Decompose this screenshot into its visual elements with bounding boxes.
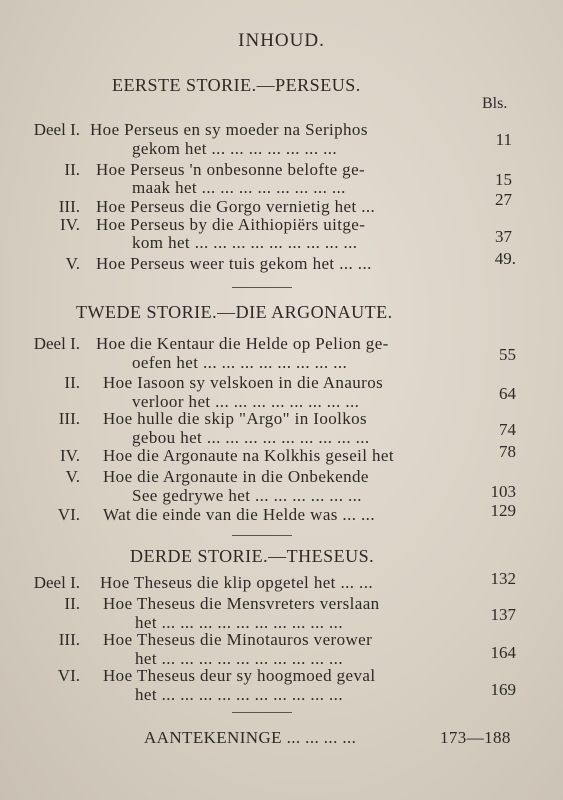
- toc-part: Deel I.: [33, 573, 80, 592]
- toc-part: II.: [64, 160, 80, 179]
- toc-entry-line: het ... ... ... ... ... ... ... ... ... ...: [135, 685, 343, 704]
- toc-part: Deel I.: [33, 334, 80, 353]
- toc-part: III.: [58, 409, 80, 428]
- toc-entry-line: Hoe die Argonaute in die Onbekende: [103, 467, 369, 486]
- section-title-3: DERDE STORIE.—THESEUS.: [130, 546, 375, 566]
- toc-entry-line: Hoe Theseus die Minotauros verower: [103, 630, 373, 649]
- section-title-1: EERSTE STORIE.—PERSEUS.: [112, 75, 361, 95]
- toc-part: V.: [65, 254, 80, 273]
- toc-part: VI.: [57, 505, 80, 524]
- toc-page-number: 164: [490, 643, 516, 662]
- toc-part: III.: [58, 630, 80, 649]
- toc-page-number: 27: [495, 190, 512, 209]
- toc-page-number: 64: [499, 384, 516, 403]
- toc-entry-line: Hoe hulle die skip "Argo" in Ioolkos: [103, 409, 368, 428]
- section-divider: [232, 287, 292, 288]
- bls-label: Bls.: [482, 95, 508, 112]
- toc-entry-line: See gedrywe het ... ... ... ... ... ...: [132, 486, 362, 505]
- toc-page-number: 78: [499, 442, 516, 461]
- toc-entry-line: kom het ... ... ... ... ... ... ... ... ...: [132, 233, 358, 252]
- appendix-label: AANTEKENINGE ... ... ... ...: [144, 728, 357, 747]
- toc-entry-line: verloor het ... ... ... ... ... ... ... ...: [132, 392, 360, 411]
- toc-entry-line: Hoe Theseus deur sy hoogmoed geval: [103, 666, 376, 685]
- toc-entry-line: Hoe Perseus en sy moeder na Seriphos: [90, 120, 368, 139]
- toc-entry-line: Hoe Perseus by die Aithiopiërs uitge-: [96, 215, 366, 234]
- toc-page-number: 11: [495, 130, 512, 149]
- toc-entry-line: Hoe Theseus die Mensvreters verslaan: [103, 594, 380, 613]
- toc-entry-line: Hoe Theseus die klip opgetel het ... ...: [100, 573, 373, 592]
- toc-part: II.: [64, 594, 80, 613]
- toc-entry-line: Hoe Iasoon sy velskoen in die Anauros: [103, 373, 384, 392]
- toc-part: IV.: [60, 215, 80, 234]
- toc-entry-line: maak het ... ... ... ... ... ... ... ...: [132, 178, 346, 197]
- section-divider: [232, 712, 292, 713]
- toc-part: III.: [58, 197, 80, 216]
- toc-page-number: 49.: [494, 249, 516, 268]
- toc-page-number: 103: [490, 482, 516, 501]
- toc-page-number: 132: [490, 569, 516, 588]
- section-title-2: TWEDE STORIE.—DIE ARGONAUTE.: [76, 302, 393, 322]
- toc-entry-line: Hoe die Kentaur die Helde op Pelion ge-: [96, 334, 389, 353]
- toc-page-number: 129: [490, 501, 516, 520]
- contents-title: INHOUD.: [238, 30, 325, 51]
- toc-entry-line: het ... ... ... ... ... ... ... ... ... ...: [135, 613, 343, 632]
- toc-part: VI.: [57, 666, 80, 685]
- toc-entry-line: het ... ... ... ... ... ... ... ... ... ...: [135, 649, 343, 668]
- toc-entry-line: Hoe die Argonaute na Kolkhis geseil het: [103, 446, 395, 465]
- toc-entry-line: gekom het ... ... ... ... ... ... ...: [132, 139, 338, 158]
- toc-part: II.: [64, 373, 80, 392]
- toc-page-number: 55: [499, 345, 516, 364]
- toc-part: Deel I.: [33, 120, 80, 139]
- toc-page-number: 37: [495, 227, 512, 246]
- toc-entry-line: Hoe Perseus die Gorgo vernietig het ...: [96, 197, 376, 216]
- section-divider: [232, 535, 292, 536]
- appendix-pages: 173—188: [440, 728, 511, 747]
- toc-entry-line: oefen het ... ... ... ... ... ... ... ...: [132, 353, 348, 372]
- toc-entry-line: gebou het ... ... ... ... ... ... ... ... ...: [132, 428, 370, 447]
- toc-page-number: 15: [495, 170, 512, 189]
- toc-entry-line: Wat die einde van die Helde was ... ...: [103, 505, 375, 524]
- toc-page-number: 137: [490, 605, 516, 624]
- toc-entry-line: Hoe Perseus weer tuis gekom het ... ...: [96, 254, 372, 273]
- toc-part: V.: [65, 467, 80, 486]
- toc-part: IV.: [60, 446, 80, 465]
- toc-page-number: 169: [490, 680, 516, 699]
- toc-entry-line: Hoe Perseus 'n onbesonne belofte ge-: [96, 160, 366, 179]
- toc-page-number: 74: [499, 420, 516, 439]
